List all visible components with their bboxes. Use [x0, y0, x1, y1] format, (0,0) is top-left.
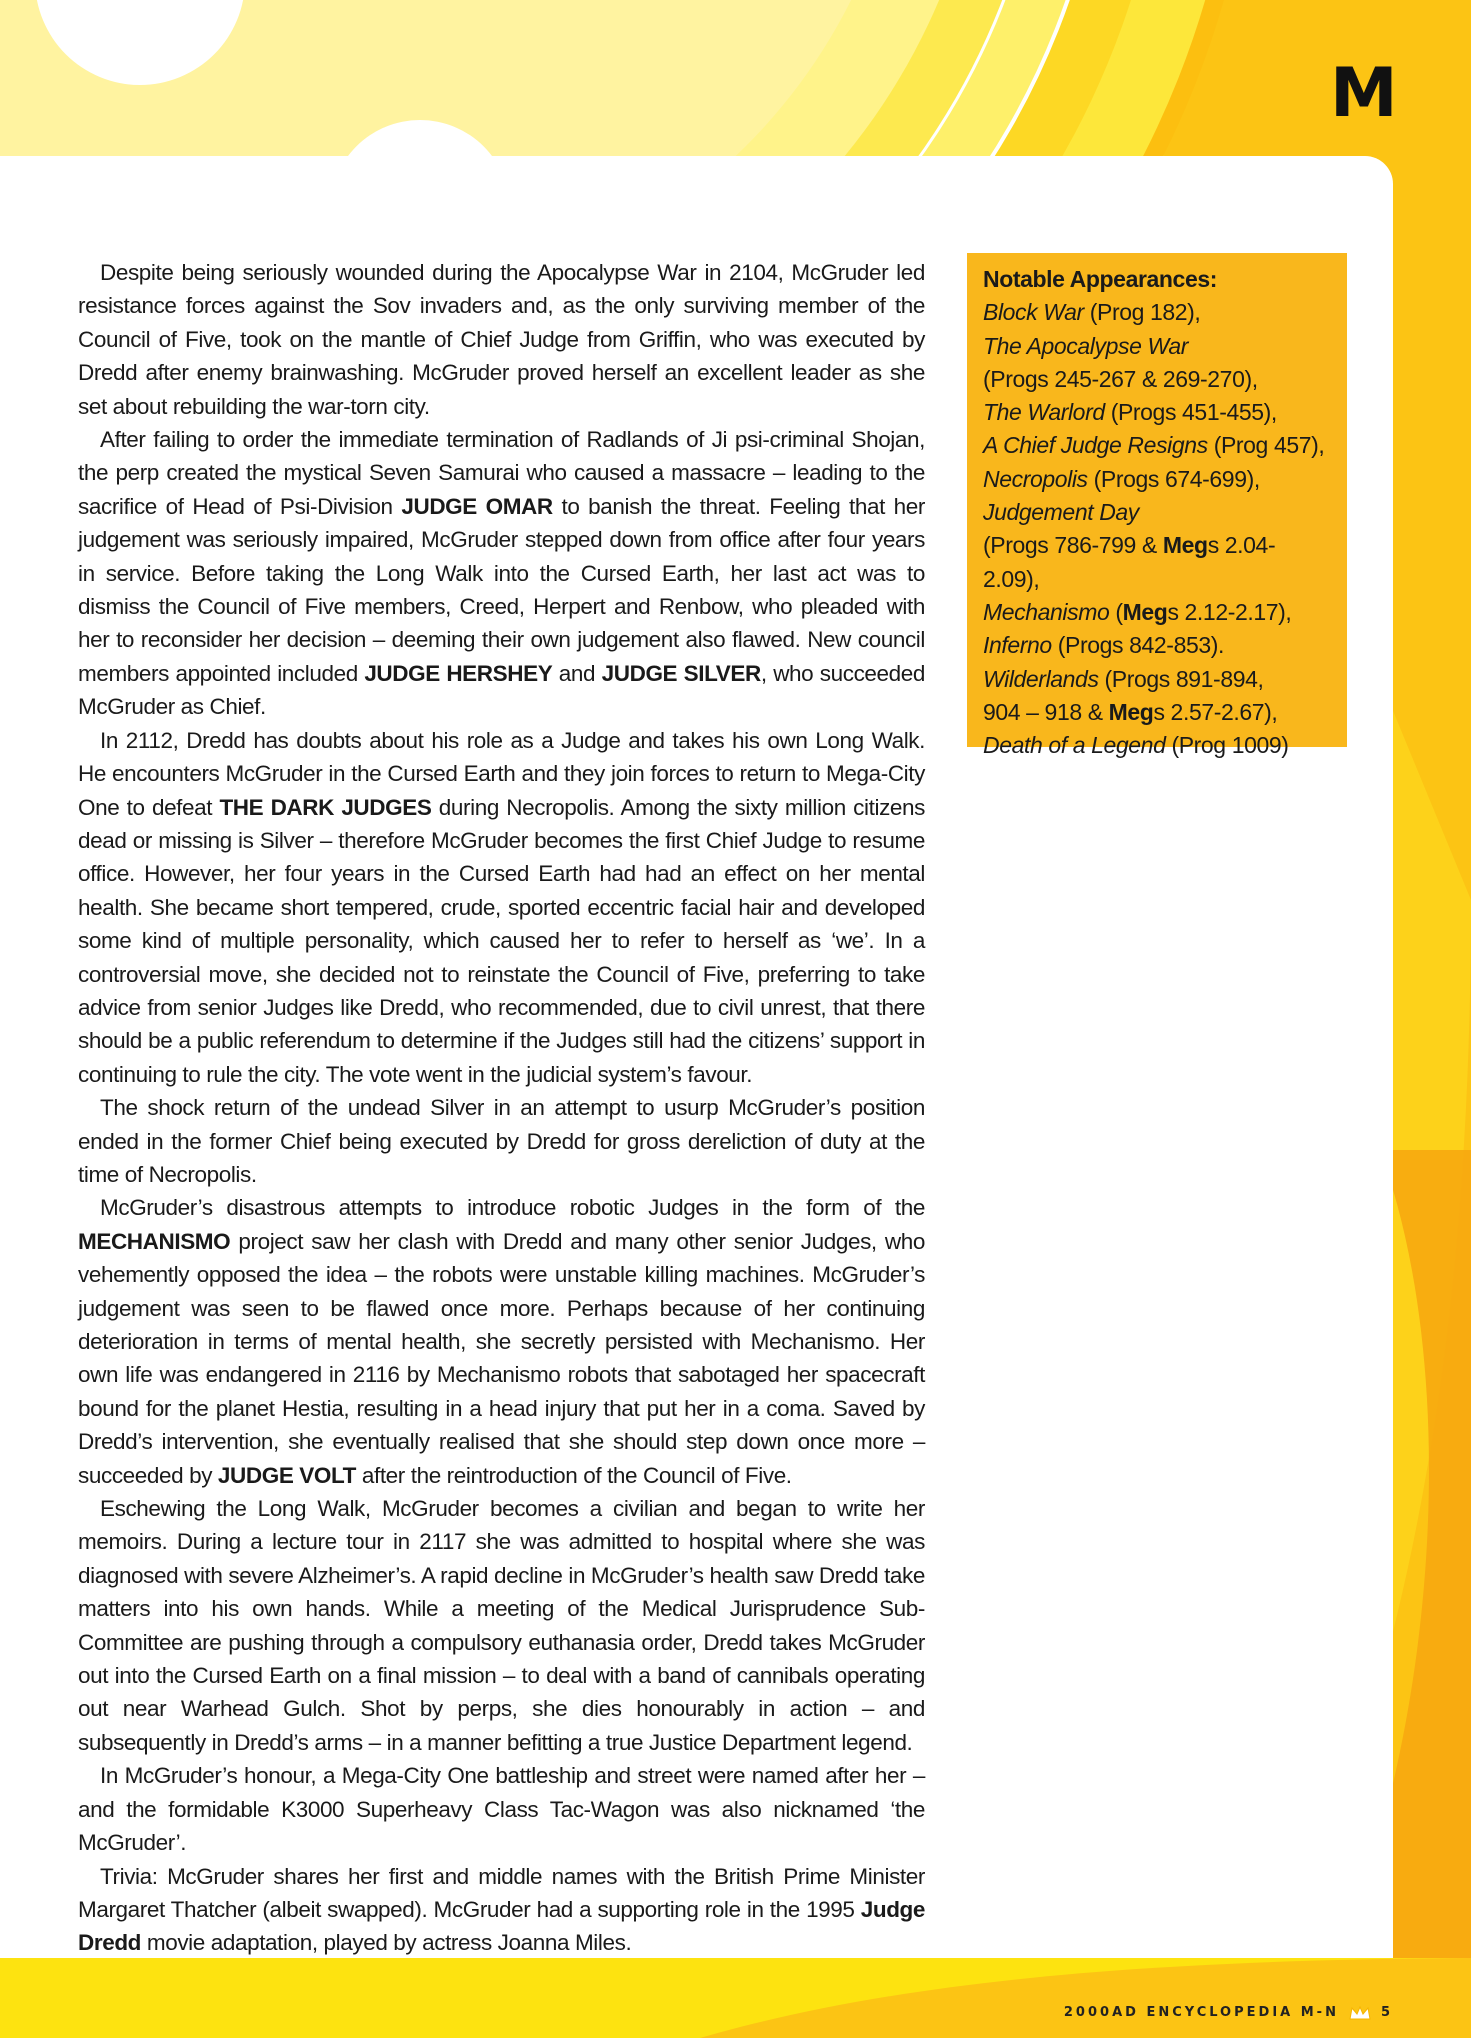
bold-run: Meg — [1162, 532, 1208, 559]
text-run: After failing to order the immediate termination of Radlands of Ji psi-criminal Shojan, the perp created the mystical Seven Samurai who caused a massacre – leading to the sacrifice of Head of Psi-Division — [78, 427, 925, 519]
appearance-line — [983, 330, 1331, 363]
body-paragraph — [78, 724, 925, 1091]
appearance-line — [983, 429, 1331, 462]
body-paragraph — [78, 423, 925, 724]
page-footer — [1064, 2005, 1393, 2020]
text-run: (Prog 1009) — [1165, 732, 1289, 759]
text-run: Eschewing the Long Walk, McGruder becomes a civilian and began to write her memoirs. During a lecture tour in 2117 she was admitted to hospital where she was diagnosed with severe Alzheimer’s. A rapid decline in McGruder’s health saw Dredd take matters into his own hands. While a meeting of the Medical Jurisprudence Sub-Committee are pushing through a compulsory euthanasia order, Dredd takes McGruder out into the Cursed Earth on a final mission – to deal with a band of cannibals operating out near Warhead Gulch. Shot by perps, she dies honourably in action – and subsequently in Dredd’s arms – in a manner befitting a true Justice Department legend. — [78, 1496, 925, 1755]
bold-run: Judge Dredd — [78, 1896, 925, 1956]
italic-run: Judgement Day — [983, 499, 1139, 526]
appearance-line — [983, 463, 1331, 496]
text-run: Despite being seriously wounded during the Apocalypse War in 2104, McGruder led resistance forces against the Sov invaders and, as the only surviving member of the Council of Five, took on the mantle of Chief Judge from Griffin, who was executed by Dredd after enemy brainwashing. McGruder proved herself an excellent leader as she set about rebuilding the war-torn city. — [78, 260, 925, 419]
bold-run: JUDGE SILVER — [601, 660, 761, 686]
body-paragraph — [78, 1091, 925, 1191]
text-run: after the reintroduction of the Council of Five. — [356, 1462, 792, 1488]
section-letter: M — [1330, 54, 1398, 133]
bold-run: Meg — [1122, 598, 1168, 625]
text-run: s 2.12-2.17), — [1167, 598, 1292, 625]
bold-run: MECHANISMO — [78, 1228, 231, 1254]
notable-appearances-box — [967, 253, 1347, 759]
body-paragraph — [78, 1191, 925, 1492]
italic-run: The Warlord — [983, 399, 1105, 426]
body-paragraph — [78, 1860, 925, 1960]
text-run: Trivia: McGruder shares her first and middle names with the British Prime Minister Margaret Thatcher (albeit swapped). McGruder had a supporting role in the 1995 — [78, 1863, 925, 1922]
appearance-line — [983, 596, 1331, 629]
text-run: s 2.04-2.09), — [983, 532, 1276, 592]
text-run: during Necropolis. Among the sixty million citizens dead or missing is Silver – therefore McGruder becomes the first Chief Judge to resume office. However, her four years in the Cursed Earth had had an effect on her mental health. She became short tempered, crude, sported eccentric facial hair and developed some kind of multiple personality, which caused her to refer to herself as ‘we’. In a controversial move, she decided not to reinstate the Council of Five, preferring to take advice from senior Judges like Dredd, who recommended, due to civil unrest, that there should be a public referendum to determine if the Judges still had the citizens’ support in continuing to rule the city. The vote went in the judicial system’s favour. — [78, 794, 925, 1087]
body-paragraph — [78, 1759, 925, 1859]
italic-run: Necropolis — [983, 465, 1088, 492]
text-run: (Progs 674-699), — [1087, 465, 1260, 492]
text-run: movie adaptation, played by actress Joanna Miles. — [141, 1930, 632, 1956]
text-run: In McGruder’s honour, a Mega-City One battleship and street were named after her – and the formidable K3000 Superheavy Class Tac-Wagon was also nicknamed ‘the McGruder’. — [78, 1763, 925, 1856]
appearance-line — [983, 496, 1331, 529]
italic-run: A Chief Judge Resigns — [983, 432, 1208, 459]
crown-icon — [1349, 2006, 1371, 2020]
body-paragraph — [78, 256, 925, 423]
text-run: (Prog 182), — [1083, 299, 1201, 326]
notable-appearances-list — [983, 296, 1331, 762]
appearance-line — [983, 396, 1331, 429]
bold-run: Meg — [1108, 698, 1154, 725]
text-run: (Progs 451-455), — [1104, 399, 1277, 426]
bold-run: JUDGE OMAR — [401, 493, 553, 519]
article-body — [78, 256, 925, 1960]
italic-run: Inferno — [983, 632, 1052, 659]
page-number: 5 — [1380, 2005, 1393, 2020]
italic-run: Wilderlands — [983, 665, 1099, 692]
text-run: ( — [1109, 598, 1123, 625]
text-run: to banish the threat. Feeling that her judgement was seriously impaired, McGruder stepped down from office after four years in service. Before taking the Long Walk into the Cursed Earth, her last act was to dismiss the Council of Five members, Creed, Herpert and Renbow, who pleaded with her to reconsider her decision – deeming their own judgement also flawed. New council members appointed included — [78, 493, 926, 686]
body-paragraph — [78, 1492, 925, 1759]
text-run: (Progs 786-799 & — [983, 532, 1163, 559]
bold-run: JUDGE HERSHEY — [364, 660, 553, 686]
appearance-line — [983, 629, 1331, 662]
italic-run: The Apocalypse War — [983, 332, 1189, 359]
italic-run: Death of a Legend — [983, 732, 1166, 759]
text-run: The shock return of the undead Silver in an attempt to usurp McGruder’s position ended in the former Chief being executed by Dredd for gross dereliction of duty at the time of Necropolis. — [78, 1095, 925, 1187]
bold-run: THE DARK JUDGES — [219, 794, 432, 820]
text-run: McGruder’s disastrous attempts to introduce robotic Judges in the form of the — [100, 1195, 925, 1221]
text-run: (Prog 457), — [1207, 432, 1325, 459]
bold-run: JUDGE VOLT — [217, 1462, 357, 1488]
text-run: (Progs 891-894, — [1098, 665, 1264, 692]
notable-appearances-heading: Notable Appearances: — [983, 266, 1217, 292]
appearance-line — [983, 363, 1331, 396]
text-run: (Progs 245-267 & 269-270), — [983, 365, 1258, 392]
appearance-line — [983, 696, 1331, 729]
italic-run: Block War — [983, 299, 1084, 326]
italic-run: Mechanismo — [983, 598, 1110, 625]
text-run: project saw her clash with Dredd and many other senior Judges, who vehemently opposed the idea – the robots were unstable killing machines. McGruder’s judgement was seen to be flawed once more. Perhaps because of her continuing deterioration in terms of mental health, she secretly persisted with Mechanismo. Her own life was endangered in 2116 by Mechanismo robots that sabotaged her spacecraft bound for the planet Hestia, resulting in a head injury that put her in a coma. Saved by Dredd’s intervention, she eventually realised that she should step down once more – succeeded by — [78, 1228, 925, 1488]
text-run: 904 – 918 & — [983, 698, 1109, 725]
text-run: , who succeeded McGruder as Chief. — [78, 660, 925, 720]
appearance-line — [983, 729, 1331, 762]
appearance-line — [983, 663, 1331, 696]
appearance-line — [983, 529, 1331, 596]
text-run: s 2.57-2.67), — [1153, 698, 1278, 725]
text-run: In 2112, Dredd has doubts about his role as a Judge and takes his own Long Walk. He encounters McGruder in the Cursed Earth and they join forces to return to Mega-City One to defeat — [78, 727, 925, 820]
footer-label: 2000AD ENCYCLOPEDIA M-N — [1063, 2005, 1339, 2020]
text-run: (Progs 842-853). — [1051, 632, 1224, 659]
appearance-line — [983, 296, 1331, 329]
text-run: and — [552, 660, 602, 686]
